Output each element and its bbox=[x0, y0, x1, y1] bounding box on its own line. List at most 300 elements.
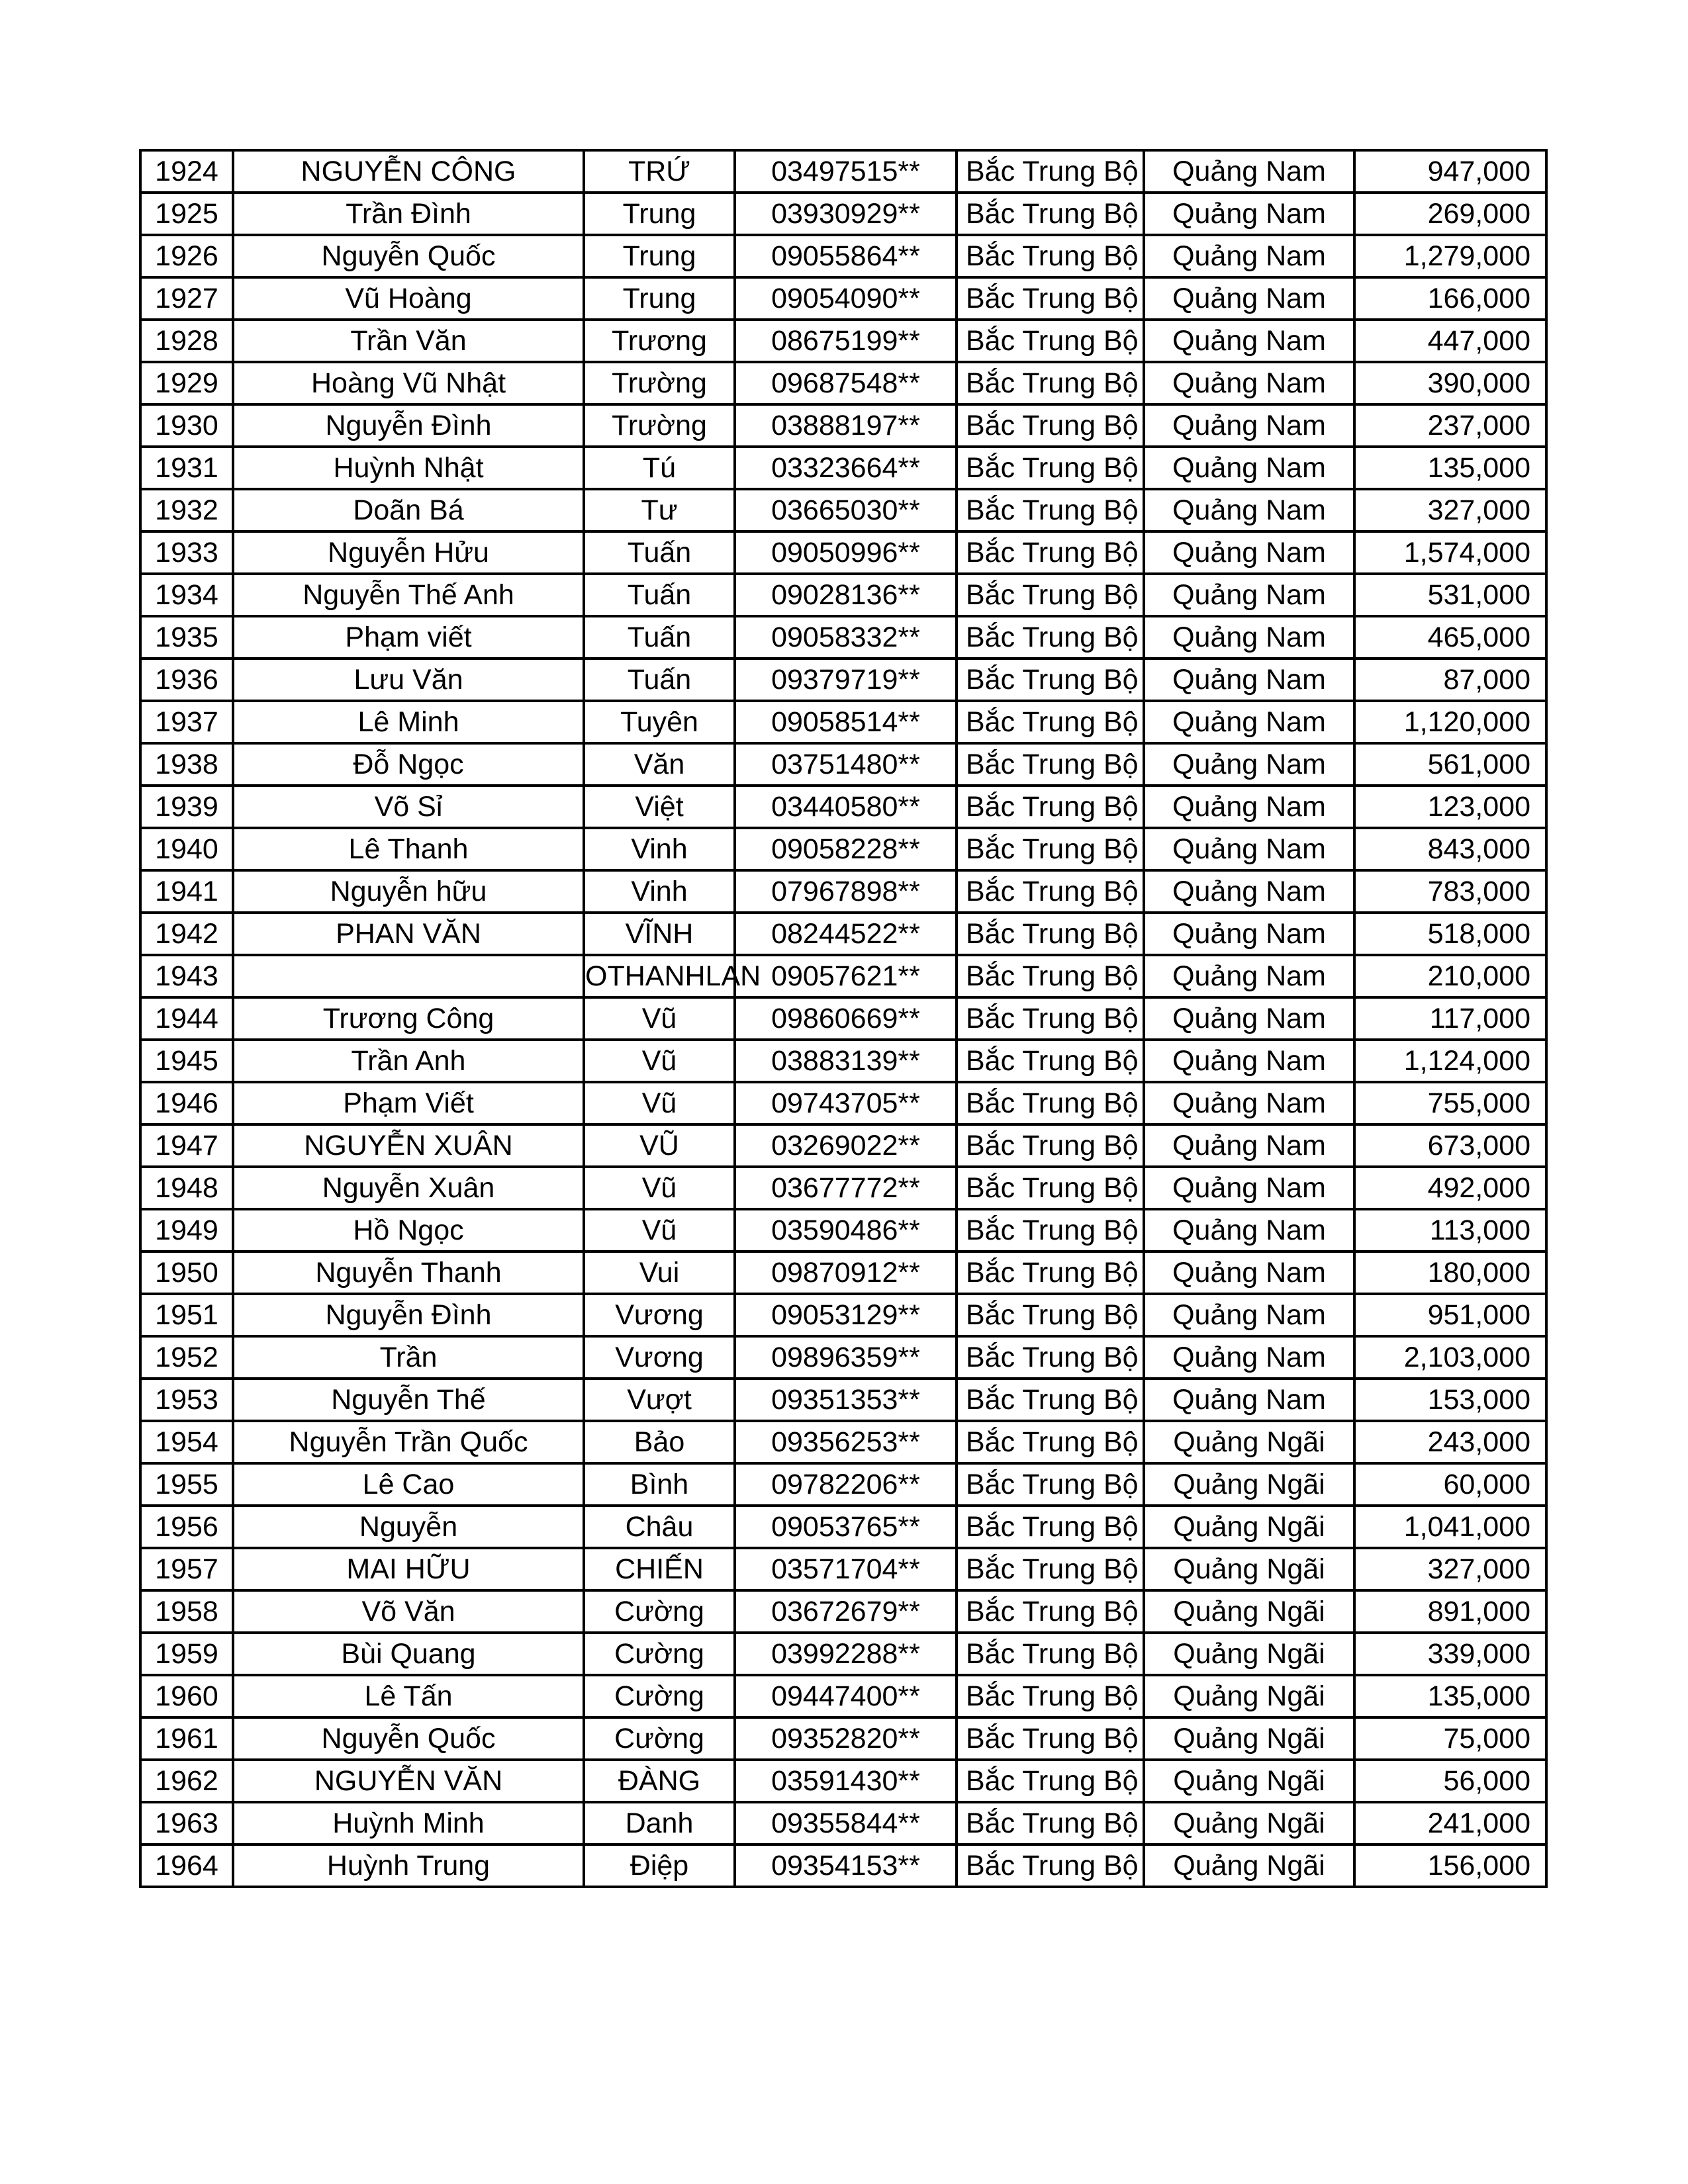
table-row bbox=[140, 1379, 1546, 1421]
table-row bbox=[140, 362, 1546, 404]
name-cell: Phạm viết bbox=[233, 616, 584, 659]
amount-cell: 951,000 bbox=[1354, 1294, 1546, 1336]
region-cell: Bắc Trung Bộ bbox=[957, 997, 1144, 1040]
given-name-cell: Cường bbox=[584, 1633, 735, 1675]
name-cell: NGUYỄN VĂN bbox=[233, 1760, 584, 1802]
table-row bbox=[140, 659, 1546, 701]
table-row bbox=[140, 1294, 1546, 1336]
given-name-cell: Vinh bbox=[584, 828, 735, 870]
province-cell: Quảng Ngãi bbox=[1144, 1421, 1354, 1463]
table-row bbox=[140, 1506, 1546, 1548]
name-cell: Nguyễn Thế Anh bbox=[233, 574, 584, 616]
region-cell: Bắc Trung Bộ bbox=[957, 1548, 1144, 1590]
province-cell: Quảng Nam bbox=[1144, 743, 1354, 786]
phone-cell: 08675199** bbox=[735, 320, 957, 362]
name-cell: Nguyễn Trần Quốc bbox=[233, 1421, 584, 1463]
amount-cell: 135,000 bbox=[1354, 447, 1546, 489]
amount-cell: 56,000 bbox=[1354, 1760, 1546, 1802]
row-index-cell: 1949 bbox=[140, 1209, 233, 1251]
given-name-cell: Vương bbox=[584, 1336, 735, 1379]
province-cell: Quảng Nam bbox=[1144, 320, 1354, 362]
province-cell: Quảng Nam bbox=[1144, 1294, 1354, 1336]
name-cell: Huỳnh Nhật bbox=[233, 447, 584, 489]
region-cell: Bắc Trung Bộ bbox=[957, 320, 1144, 362]
phone-cell: 09379719** bbox=[735, 659, 957, 701]
phone-cell: 03269022** bbox=[735, 1124, 957, 1167]
name-cell: Nguyễn Thế bbox=[233, 1379, 584, 1421]
row-index-cell: 1956 bbox=[140, 1506, 233, 1548]
amount-cell: 327,000 bbox=[1354, 489, 1546, 531]
phone-cell: 09058514** bbox=[735, 701, 957, 743]
region-cell: Bắc Trung Bộ bbox=[957, 404, 1144, 447]
amount-cell: 210,000 bbox=[1354, 955, 1546, 997]
phone-cell: 09028136** bbox=[735, 574, 957, 616]
given-name-cell: Vũ bbox=[584, 997, 735, 1040]
region-cell: Bắc Trung Bộ bbox=[957, 1082, 1144, 1124]
phone-cell: 03930929** bbox=[735, 193, 957, 235]
amount-cell: 156,000 bbox=[1354, 1844, 1546, 1887]
phone-cell: 03440580** bbox=[735, 786, 957, 828]
phone-cell: 03590486** bbox=[735, 1209, 957, 1251]
province-cell: Quảng Nam bbox=[1144, 362, 1354, 404]
given-name-cell: Bình bbox=[584, 1463, 735, 1506]
region-cell: Bắc Trung Bộ bbox=[957, 1760, 1144, 1802]
table-row bbox=[140, 1124, 1546, 1167]
name-cell: MAI HỮU bbox=[233, 1548, 584, 1590]
region-cell: Bắc Trung Bộ bbox=[957, 1379, 1144, 1421]
table-row bbox=[140, 1209, 1546, 1251]
row-index-cell: 1930 bbox=[140, 404, 233, 447]
name-cell: Nguyễn Đình bbox=[233, 1294, 584, 1336]
row-index-cell: 1932 bbox=[140, 489, 233, 531]
row-index-cell: 1960 bbox=[140, 1675, 233, 1717]
phone-cell: 03497515** bbox=[735, 150, 957, 193]
name-cell: Trần Đình bbox=[233, 193, 584, 235]
region-cell: Bắc Trung Bộ bbox=[957, 1633, 1144, 1675]
phone-cell: 03992288** bbox=[735, 1633, 957, 1675]
given-name-cell: Danh bbox=[584, 1802, 735, 1844]
region-cell: Bắc Trung Bộ bbox=[957, 828, 1144, 870]
phone-cell: 03888197** bbox=[735, 404, 957, 447]
table-row bbox=[140, 1844, 1546, 1887]
table-row bbox=[140, 1082, 1546, 1124]
given-name-cell: Vui bbox=[584, 1251, 735, 1294]
phone-cell: 09351353** bbox=[735, 1379, 957, 1421]
region-cell: Bắc Trung Bộ bbox=[957, 1421, 1144, 1463]
row-index-cell: 1931 bbox=[140, 447, 233, 489]
amount-cell: 123,000 bbox=[1354, 786, 1546, 828]
row-index-cell: 1944 bbox=[140, 997, 233, 1040]
table-row bbox=[140, 1040, 1546, 1082]
amount-cell: 1,279,000 bbox=[1354, 235, 1546, 277]
given-name-cell: TRỨ bbox=[584, 150, 735, 193]
row-index-cell: 1933 bbox=[140, 531, 233, 574]
given-name-cell: Tú bbox=[584, 447, 735, 489]
province-cell: Quảng Ngãi bbox=[1144, 1506, 1354, 1548]
amount-cell: 117,000 bbox=[1354, 997, 1546, 1040]
phone-cell: 09870912** bbox=[735, 1251, 957, 1294]
row-index-cell: 1951 bbox=[140, 1294, 233, 1336]
table-body bbox=[140, 150, 1546, 1887]
name-cell: Lê Thanh bbox=[233, 828, 584, 870]
table-row bbox=[140, 743, 1546, 786]
given-name-cell: Việt bbox=[584, 786, 735, 828]
name-cell: Huỳnh Minh bbox=[233, 1802, 584, 1844]
amount-cell: 1,041,000 bbox=[1354, 1506, 1546, 1548]
name-cell: Nguyễn Quốc bbox=[233, 1717, 584, 1760]
region-cell: Bắc Trung Bộ bbox=[957, 1717, 1144, 1760]
name-cell: Lưu Văn bbox=[233, 659, 584, 701]
given-name-cell: Bảo bbox=[584, 1421, 735, 1463]
row-index-cell: 1950 bbox=[140, 1251, 233, 1294]
row-index-cell: 1935 bbox=[140, 616, 233, 659]
phone-cell: 03665030** bbox=[735, 489, 957, 531]
table-row bbox=[140, 1717, 1546, 1760]
row-index-cell: 1928 bbox=[140, 320, 233, 362]
name-cell: Nguyễn bbox=[233, 1506, 584, 1548]
amount-cell: 153,000 bbox=[1354, 1379, 1546, 1421]
amount-cell: 241,000 bbox=[1354, 1802, 1546, 1844]
given-name-cell: Tuấn bbox=[584, 531, 735, 574]
name-cell: Nguyễn Đình bbox=[233, 404, 584, 447]
given-name-cell: Tuấn bbox=[584, 659, 735, 701]
table-row bbox=[140, 913, 1546, 955]
province-cell: Quảng Ngãi bbox=[1144, 1548, 1354, 1590]
amount-cell: 2,103,000 bbox=[1354, 1336, 1546, 1379]
row-index-cell: 1964 bbox=[140, 1844, 233, 1887]
table-row bbox=[140, 1167, 1546, 1209]
given-name-cell: Văn bbox=[584, 743, 735, 786]
phone-cell: 03883139** bbox=[735, 1040, 957, 1082]
phone-cell: 09687548** bbox=[735, 362, 957, 404]
table-row bbox=[140, 1675, 1546, 1717]
given-name-cell: Cường bbox=[584, 1675, 735, 1717]
given-name-cell: Vương bbox=[584, 1294, 735, 1336]
given-name-cell: Châu bbox=[584, 1506, 735, 1548]
region-cell: Bắc Trung Bộ bbox=[957, 1124, 1144, 1167]
row-index-cell: 1958 bbox=[140, 1590, 233, 1633]
region-cell: Bắc Trung Bộ bbox=[957, 150, 1144, 193]
table-row bbox=[140, 150, 1546, 193]
region-cell: Bắc Trung Bộ bbox=[957, 447, 1144, 489]
row-index-cell: 1945 bbox=[140, 1040, 233, 1082]
region-cell: Bắc Trung Bộ bbox=[957, 1844, 1144, 1887]
region-cell: Bắc Trung Bộ bbox=[957, 1294, 1144, 1336]
given-name-cell: Vũ bbox=[584, 1082, 735, 1124]
region-cell: Bắc Trung Bộ bbox=[957, 1463, 1144, 1506]
row-index-cell: 1934 bbox=[140, 574, 233, 616]
phone-cell: 08244522** bbox=[735, 913, 957, 955]
phone-cell: 03323664** bbox=[735, 447, 957, 489]
table-row bbox=[140, 320, 1546, 362]
province-cell: Quảng Nam bbox=[1144, 531, 1354, 574]
table-row bbox=[140, 1802, 1546, 1844]
table-row bbox=[140, 235, 1546, 277]
table-row bbox=[140, 193, 1546, 235]
province-cell: Quảng Nam bbox=[1144, 447, 1354, 489]
name-cell: Bùi Quang bbox=[233, 1633, 584, 1675]
amount-cell: 465,000 bbox=[1354, 616, 1546, 659]
row-index-cell: 1953 bbox=[140, 1379, 233, 1421]
region-cell: Bắc Trung Bộ bbox=[957, 1251, 1144, 1294]
table-row bbox=[140, 786, 1546, 828]
amount-cell: 180,000 bbox=[1354, 1251, 1546, 1294]
table-row bbox=[140, 1548, 1546, 1590]
name-cell: Hồ Ngọc bbox=[233, 1209, 584, 1251]
row-index-cell: 1957 bbox=[140, 1548, 233, 1590]
region-cell: Bắc Trung Bộ bbox=[957, 235, 1144, 277]
table-row bbox=[140, 447, 1546, 489]
province-cell: Quảng Nam bbox=[1144, 828, 1354, 870]
phone-cell: 09050996** bbox=[735, 531, 957, 574]
table-row bbox=[140, 701, 1546, 743]
province-cell: Quảng Nam bbox=[1144, 1124, 1354, 1167]
name-cell: Huỳnh Trung bbox=[233, 1844, 584, 1887]
phone-cell: 09896359** bbox=[735, 1336, 957, 1379]
amount-cell: 783,000 bbox=[1354, 870, 1546, 913]
region-cell: Bắc Trung Bộ bbox=[957, 1675, 1144, 1717]
province-cell: Quảng Nam bbox=[1144, 193, 1354, 235]
given-name-cell: Trương bbox=[584, 320, 735, 362]
amount-cell: 1,574,000 bbox=[1354, 531, 1546, 574]
name-cell: Trương Công bbox=[233, 997, 584, 1040]
row-index-cell: 1954 bbox=[140, 1421, 233, 1463]
table-row bbox=[140, 404, 1546, 447]
name-cell: Lê Minh bbox=[233, 701, 584, 743]
table-row bbox=[140, 1421, 1546, 1463]
amount-cell: 135,000 bbox=[1354, 1675, 1546, 1717]
table-row bbox=[140, 489, 1546, 531]
amount-cell: 561,000 bbox=[1354, 743, 1546, 786]
phone-cell: 09782206** bbox=[735, 1463, 957, 1506]
province-cell: Quảng Ngãi bbox=[1144, 1590, 1354, 1633]
name-cell: Lê Tấn bbox=[233, 1675, 584, 1717]
amount-cell: 390,000 bbox=[1354, 362, 1546, 404]
name-cell: Võ Văn bbox=[233, 1590, 584, 1633]
province-cell: Quảng Ngãi bbox=[1144, 1717, 1354, 1760]
phone-cell: 09860669** bbox=[735, 997, 957, 1040]
province-cell: Quảng Nam bbox=[1144, 701, 1354, 743]
phone-cell: 03591430** bbox=[735, 1760, 957, 1802]
given-name-cell: Vũ bbox=[584, 1040, 735, 1082]
name-cell: Nguyễn hữu bbox=[233, 870, 584, 913]
amount-cell: 947,000 bbox=[1354, 150, 1546, 193]
row-index-cell: 1926 bbox=[140, 235, 233, 277]
phone-cell: 03672679** bbox=[735, 1590, 957, 1633]
phone-cell: 09053129** bbox=[735, 1294, 957, 1336]
phone-cell: 09055864** bbox=[735, 235, 957, 277]
given-name-cell: Vượt bbox=[584, 1379, 735, 1421]
given-name-cell: Điệp bbox=[584, 1844, 735, 1887]
region-cell: Bắc Trung Bộ bbox=[957, 1336, 1144, 1379]
row-index-cell: 1936 bbox=[140, 659, 233, 701]
province-cell: Quảng Nam bbox=[1144, 1336, 1354, 1379]
province-cell: Quảng Nam bbox=[1144, 1082, 1354, 1124]
phone-cell: 09057621** bbox=[735, 955, 957, 997]
province-cell: Quảng Nam bbox=[1144, 616, 1354, 659]
amount-cell: 113,000 bbox=[1354, 1209, 1546, 1251]
phone-cell: 09054090** bbox=[735, 277, 957, 320]
amount-cell: 243,000 bbox=[1354, 1421, 1546, 1463]
amount-cell: 843,000 bbox=[1354, 828, 1546, 870]
name-cell: Đỗ Ngọc bbox=[233, 743, 584, 786]
province-cell: Quảng Nam bbox=[1144, 574, 1354, 616]
given-name-cell: OTHANHLAN bbox=[584, 955, 735, 997]
row-index-cell: 1943 bbox=[140, 955, 233, 997]
row-index-cell: 1952 bbox=[140, 1336, 233, 1379]
province-cell: Quảng Nam bbox=[1144, 997, 1354, 1040]
amount-cell: 75,000 bbox=[1354, 1717, 1546, 1760]
row-index-cell: 1955 bbox=[140, 1463, 233, 1506]
region-cell: Bắc Trung Bộ bbox=[957, 489, 1144, 531]
phone-cell: 07967898** bbox=[735, 870, 957, 913]
phone-cell: 03677772** bbox=[735, 1167, 957, 1209]
row-index-cell: 1937 bbox=[140, 701, 233, 743]
province-cell: Quảng Ngãi bbox=[1144, 1463, 1354, 1506]
amount-cell: 891,000 bbox=[1354, 1590, 1546, 1633]
row-index-cell: 1941 bbox=[140, 870, 233, 913]
table-row bbox=[140, 997, 1546, 1040]
region-cell: Bắc Trung Bộ bbox=[957, 743, 1144, 786]
given-name-cell: Vũ bbox=[584, 1167, 735, 1209]
province-cell: Quảng Ngãi bbox=[1144, 1760, 1354, 1802]
province-cell: Quảng Ngãi bbox=[1144, 1802, 1354, 1844]
row-index-cell: 1939 bbox=[140, 786, 233, 828]
province-cell: Quảng Nam bbox=[1144, 1040, 1354, 1082]
amount-cell: 87,000 bbox=[1354, 659, 1546, 701]
province-cell: Quảng Nam bbox=[1144, 955, 1354, 997]
province-cell: Quảng Nam bbox=[1144, 404, 1354, 447]
phone-cell: 09447400** bbox=[735, 1675, 957, 1717]
table-row bbox=[140, 1633, 1546, 1675]
region-cell: Bắc Trung Bộ bbox=[957, 701, 1144, 743]
region-cell: Bắc Trung Bộ bbox=[957, 277, 1144, 320]
given-name-cell: Tuấn bbox=[584, 616, 735, 659]
given-name-cell: Trường bbox=[584, 404, 735, 447]
given-name-cell: Vinh bbox=[584, 870, 735, 913]
given-name-cell: VŨ bbox=[584, 1124, 735, 1167]
name-cell: Võ Sỉ bbox=[233, 786, 584, 828]
data-table bbox=[139, 149, 1548, 1888]
table-row bbox=[140, 870, 1546, 913]
region-cell: Bắc Trung Bộ bbox=[957, 531, 1144, 574]
amount-cell: 447,000 bbox=[1354, 320, 1546, 362]
name-cell: Nguyễn Xuân bbox=[233, 1167, 584, 1209]
phone-cell: 09355844** bbox=[735, 1802, 957, 1844]
region-cell: Bắc Trung Bộ bbox=[957, 870, 1144, 913]
name-cell: Trần Anh bbox=[233, 1040, 584, 1082]
given-name-cell: Tuyên bbox=[584, 701, 735, 743]
amount-cell: 237,000 bbox=[1354, 404, 1546, 447]
table-row bbox=[140, 955, 1546, 997]
phone-cell: 09352820** bbox=[735, 1717, 957, 1760]
phone-cell: 03751480** bbox=[735, 743, 957, 786]
region-cell: Bắc Trung Bộ bbox=[957, 193, 1144, 235]
region-cell: Bắc Trung Bộ bbox=[957, 1590, 1144, 1633]
name-cell: Doãn Bá bbox=[233, 489, 584, 531]
row-index-cell: 1959 bbox=[140, 1633, 233, 1675]
province-cell: Quảng Nam bbox=[1144, 1209, 1354, 1251]
given-name-cell: VĨNH bbox=[584, 913, 735, 955]
table-row bbox=[140, 1336, 1546, 1379]
given-name-cell: Vũ bbox=[584, 1209, 735, 1251]
phone-cell: 09058332** bbox=[735, 616, 957, 659]
row-index-cell: 1927 bbox=[140, 277, 233, 320]
region-cell: Bắc Trung Bộ bbox=[957, 786, 1144, 828]
province-cell: Quảng Nam bbox=[1144, 235, 1354, 277]
region-cell: Bắc Trung Bộ bbox=[957, 913, 1144, 955]
region-cell: Bắc Trung Bộ bbox=[957, 1167, 1144, 1209]
table-row bbox=[140, 828, 1546, 870]
amount-cell: 166,000 bbox=[1354, 277, 1546, 320]
amount-cell: 531,000 bbox=[1354, 574, 1546, 616]
amount-cell: 755,000 bbox=[1354, 1082, 1546, 1124]
table-row bbox=[140, 277, 1546, 320]
region-cell: Bắc Trung Bộ bbox=[957, 659, 1144, 701]
region-cell: Bắc Trung Bộ bbox=[957, 574, 1144, 616]
name-cell: NGUYỄN CÔNG bbox=[233, 150, 584, 193]
province-cell: Quảng Ngãi bbox=[1144, 1844, 1354, 1887]
province-cell: Quảng Nam bbox=[1144, 786, 1354, 828]
given-name-cell: CHIẾN bbox=[584, 1548, 735, 1590]
name-cell: Vũ Hoàng bbox=[233, 277, 584, 320]
row-index-cell: 1946 bbox=[140, 1082, 233, 1124]
phone-cell: 09354153** bbox=[735, 1844, 957, 1887]
province-cell: Quảng Nam bbox=[1144, 1379, 1354, 1421]
table-row bbox=[140, 574, 1546, 616]
province-cell: Quảng Nam bbox=[1144, 913, 1354, 955]
name-cell: Nguyễn Hửu bbox=[233, 531, 584, 574]
region-cell: Bắc Trung Bộ bbox=[957, 362, 1144, 404]
amount-cell: 269,000 bbox=[1354, 193, 1546, 235]
amount-cell: 1,120,000 bbox=[1354, 701, 1546, 743]
name-cell: Trần Văn bbox=[233, 320, 584, 362]
name-cell: PHAN VĂN bbox=[233, 913, 584, 955]
name-cell bbox=[233, 955, 584, 997]
amount-cell: 60,000 bbox=[1354, 1463, 1546, 1506]
row-index-cell: 1963 bbox=[140, 1802, 233, 1844]
name-cell: Nguyễn Quốc bbox=[233, 235, 584, 277]
region-cell: Bắc Trung Bộ bbox=[957, 1802, 1144, 1844]
row-index-cell: 1961 bbox=[140, 1717, 233, 1760]
row-index-cell: 1929 bbox=[140, 362, 233, 404]
given-name-cell: Trường bbox=[584, 362, 735, 404]
table-row bbox=[140, 1251, 1546, 1294]
amount-cell: 492,000 bbox=[1354, 1167, 1546, 1209]
row-index-cell: 1948 bbox=[140, 1167, 233, 1209]
phone-cell: 09356253** bbox=[735, 1421, 957, 1463]
name-cell: Lê Cao bbox=[233, 1463, 584, 1506]
row-index-cell: 1938 bbox=[140, 743, 233, 786]
given-name-cell: Trung bbox=[584, 277, 735, 320]
phone-cell: 03571704** bbox=[735, 1548, 957, 1590]
amount-cell: 1,124,000 bbox=[1354, 1040, 1546, 1082]
given-name-cell: Cường bbox=[584, 1717, 735, 1760]
row-index-cell: 1940 bbox=[140, 828, 233, 870]
given-name-cell: Tuấn bbox=[584, 574, 735, 616]
given-name-cell: Tư bbox=[584, 489, 735, 531]
row-index-cell: 1942 bbox=[140, 913, 233, 955]
province-cell: Quảng Ngãi bbox=[1144, 1675, 1354, 1717]
name-cell: NGUYỄN XUÂN bbox=[233, 1124, 584, 1167]
row-index-cell: 1925 bbox=[140, 193, 233, 235]
row-index-cell: 1924 bbox=[140, 150, 233, 193]
province-cell: Quảng Nam bbox=[1144, 659, 1354, 701]
given-name-cell: Trung bbox=[584, 193, 735, 235]
province-cell: Quảng Nam bbox=[1144, 489, 1354, 531]
name-cell: Phạm Viết bbox=[233, 1082, 584, 1124]
name-cell: Hoàng Vũ Nhật bbox=[233, 362, 584, 404]
